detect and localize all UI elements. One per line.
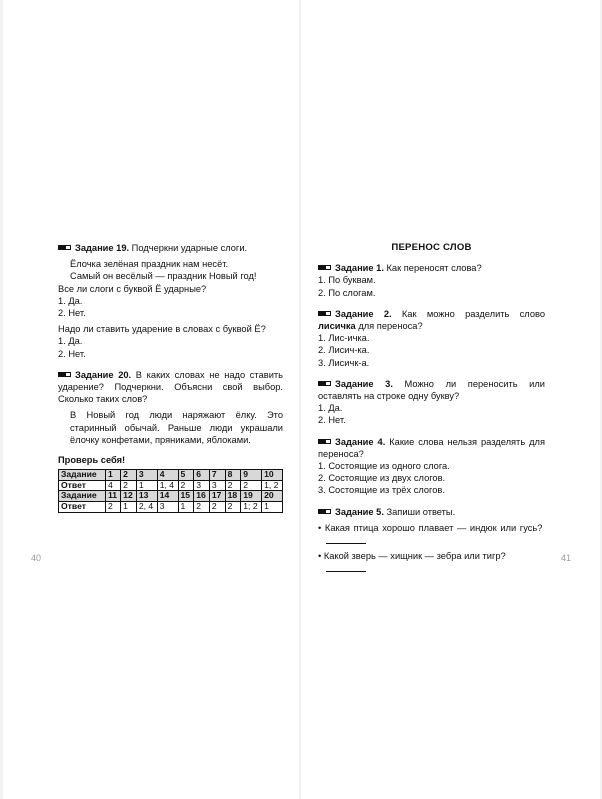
table-cell: 14 <box>157 491 178 502</box>
section-heading: ПЕРЕНОС СЛОВ <box>391 242 472 253</box>
task-1-text: Как переносят слова? <box>386 263 482 274</box>
q1-option-2: 2. Нет. <box>58 308 86 319</box>
task-4 <box>318 436 545 460</box>
task-1-option-2: 2. По слогам. <box>318 287 376 298</box>
table-cell: 3 <box>194 480 210 491</box>
question-1: Все ли слоги с буквой Ё ударные? <box>58 283 207 294</box>
task-4-text: Какие слова нельзя разделять для переноса? <box>318 436 545 459</box>
poem-line-2: Самый он весёлый — праздник Новый год! <box>70 271 257 282</box>
table-cell: 1 <box>262 502 283 513</box>
table-cell: 9 <box>241 470 262 481</box>
q1-option-1: 1. Да. <box>58 295 83 306</box>
table-cell: 8 <box>225 470 241 481</box>
table-cell: 7 <box>209 470 225 481</box>
task-marker-icon <box>318 265 331 270</box>
table-cell: 18 <box>225 491 241 502</box>
answer-blank[interactable] <box>326 534 366 544</box>
table-cell: 2 <box>121 480 137 491</box>
table-cell: 1 <box>121 502 137 513</box>
task-marker-icon <box>58 245 71 250</box>
task-20-text: В каких словах не надо ставить ударение? Подчеркни. Объясни свой выбор. Сколько таких слов? <box>58 369 283 405</box>
task-2-option-1: 1. Лис-ичка. <box>318 333 370 344</box>
task-4-option-3: 3. Состоящие из трёх слогов. <box>318 485 445 496</box>
task-5 <box>318 506 545 518</box>
table-row <box>59 480 283 491</box>
table-row <box>59 502 283 513</box>
question-2: Надо ли ставить ударение в словах с буквой Ё? <box>58 324 266 335</box>
task-19-label: Задание 19. <box>75 243 130 253</box>
table-cell: 5 <box>178 470 194 481</box>
answer-table <box>58 469 283 512</box>
task-5-bullet-2: • Какой зверь — хищник — зебра или тигр? <box>318 550 545 574</box>
task-3-option-1: 1. Да. <box>318 403 343 414</box>
table-cell: Задание <box>59 491 106 502</box>
table-cell: 2 <box>121 470 137 481</box>
page-number-right: 41 <box>561 553 572 563</box>
table-cell: 2 <box>106 502 121 513</box>
q2-option-2: 2. Нет. <box>58 348 86 359</box>
task-marker-icon <box>318 381 331 386</box>
task-2 <box>318 308 545 332</box>
table-cell: 2 <box>178 480 194 491</box>
task-3 <box>318 378 545 402</box>
table-cell: Ответ <box>59 502 106 513</box>
table-cell: 10 <box>262 470 283 481</box>
table-cell: Ответ <box>59 480 106 491</box>
table-cell: 11 <box>106 491 121 502</box>
table-row <box>59 470 283 481</box>
answer-blank[interactable] <box>326 562 366 572</box>
right-page <box>318 242 545 575</box>
task-20-passage: В Новый год люди наряжают ёлку. Это старинный обычай. Раньше люди украшали ёлочку конфетами, пряниками, яблоками. <box>70 410 283 445</box>
task-20-label: Задание 20. <box>75 369 132 380</box>
table-cell: 3 <box>209 480 225 491</box>
task-5-label: Задание 5. <box>335 506 384 517</box>
task-5-question-2: Какой зверь — хищник — зебра или тигр? <box>323 551 506 562</box>
task-4-label: Задание 4. <box>335 436 386 447</box>
table-cell: 2 <box>194 502 210 513</box>
task-marker-icon <box>318 439 331 444</box>
task-1-option-1: 1. По буквам. <box>318 275 376 286</box>
table-cell: 3 <box>157 502 178 513</box>
task-marker-icon <box>318 311 331 316</box>
table-cell: Задание <box>59 470 106 481</box>
left-page <box>58 242 283 513</box>
table-cell: 4 <box>157 470 178 481</box>
table-cell: 6 <box>194 470 210 481</box>
task-1-label: Задание 1. <box>335 263 384 274</box>
table-cell: 3 <box>136 470 157 481</box>
task-2-word: лисичка <box>318 321 356 332</box>
table-cell: 1, 4 <box>157 480 178 491</box>
task-2-option-2: 2. Лисич-ка. <box>318 345 370 356</box>
task-20 <box>58 369 283 406</box>
task-3-text: Можно ли переносить или оставлять на строке одну букву? <box>318 378 545 402</box>
check-title: Проверь себя! <box>58 455 126 466</box>
page-number-left: 40 <box>31 553 42 563</box>
table-cell: 2 <box>225 480 241 491</box>
table-cell: 2 <box>241 480 262 491</box>
table-cell: 20 <box>262 491 283 502</box>
table-cell: 19 <box>241 491 262 502</box>
table-row <box>59 491 283 502</box>
task-marker-icon <box>58 372 71 377</box>
table-cell: 1, 2 <box>262 480 283 491</box>
table-cell: 4 <box>106 480 121 491</box>
task-5-question-1: Какая птица хорошо плавает — индюк или гусь? <box>324 522 543 533</box>
q2-option-1: 1. Да. <box>58 336 83 347</box>
task-4-option-2: 2. Состоящие из двух слогов. <box>318 473 446 484</box>
task-marker-icon <box>318 509 331 514</box>
table-cell: 1 <box>178 502 194 513</box>
task-19-text: Подчеркни ударные слоги. <box>131 243 248 253</box>
table-cell: 1 <box>136 480 157 491</box>
task-19 <box>58 242 283 254</box>
poem-line-1: Ёлочка зелёная праздник нам несёт. <box>70 259 229 270</box>
table-cell: 2 <box>209 502 225 513</box>
task-2-option-3: 3. Лисичк-а. <box>318 357 370 368</box>
table-cell: 1; 2 <box>241 502 262 513</box>
task-5-bullet-1: • Какая птица хорошо плавает — индюк или гусь? <box>318 522 545 546</box>
table-cell: 16 <box>194 491 210 502</box>
task-2-text-after: для переноса? <box>358 321 423 332</box>
task-5-text: Запиши ответы. <box>386 506 456 517</box>
task-3-label: Задание 3. <box>335 378 393 389</box>
task-3-option-2: 2. Нет. <box>318 415 346 426</box>
table-cell: 17 <box>209 491 225 502</box>
table-cell: 2 <box>225 502 241 513</box>
table-cell: 15 <box>178 491 194 502</box>
page-fold <box>299 0 301 799</box>
table-cell: 13 <box>136 491 157 502</box>
table-cell: 12 <box>121 491 137 502</box>
task-2-text-before: Как можно разделить слово <box>401 308 546 319</box>
task-1 <box>318 262 545 274</box>
task-4-option-1: 1. Состоящие из одного слога. <box>318 461 450 472</box>
table-cell: 1 <box>106 470 121 481</box>
task-2-label: Задание 2. <box>335 308 392 319</box>
table-cell: 2, 4 <box>136 502 157 513</box>
